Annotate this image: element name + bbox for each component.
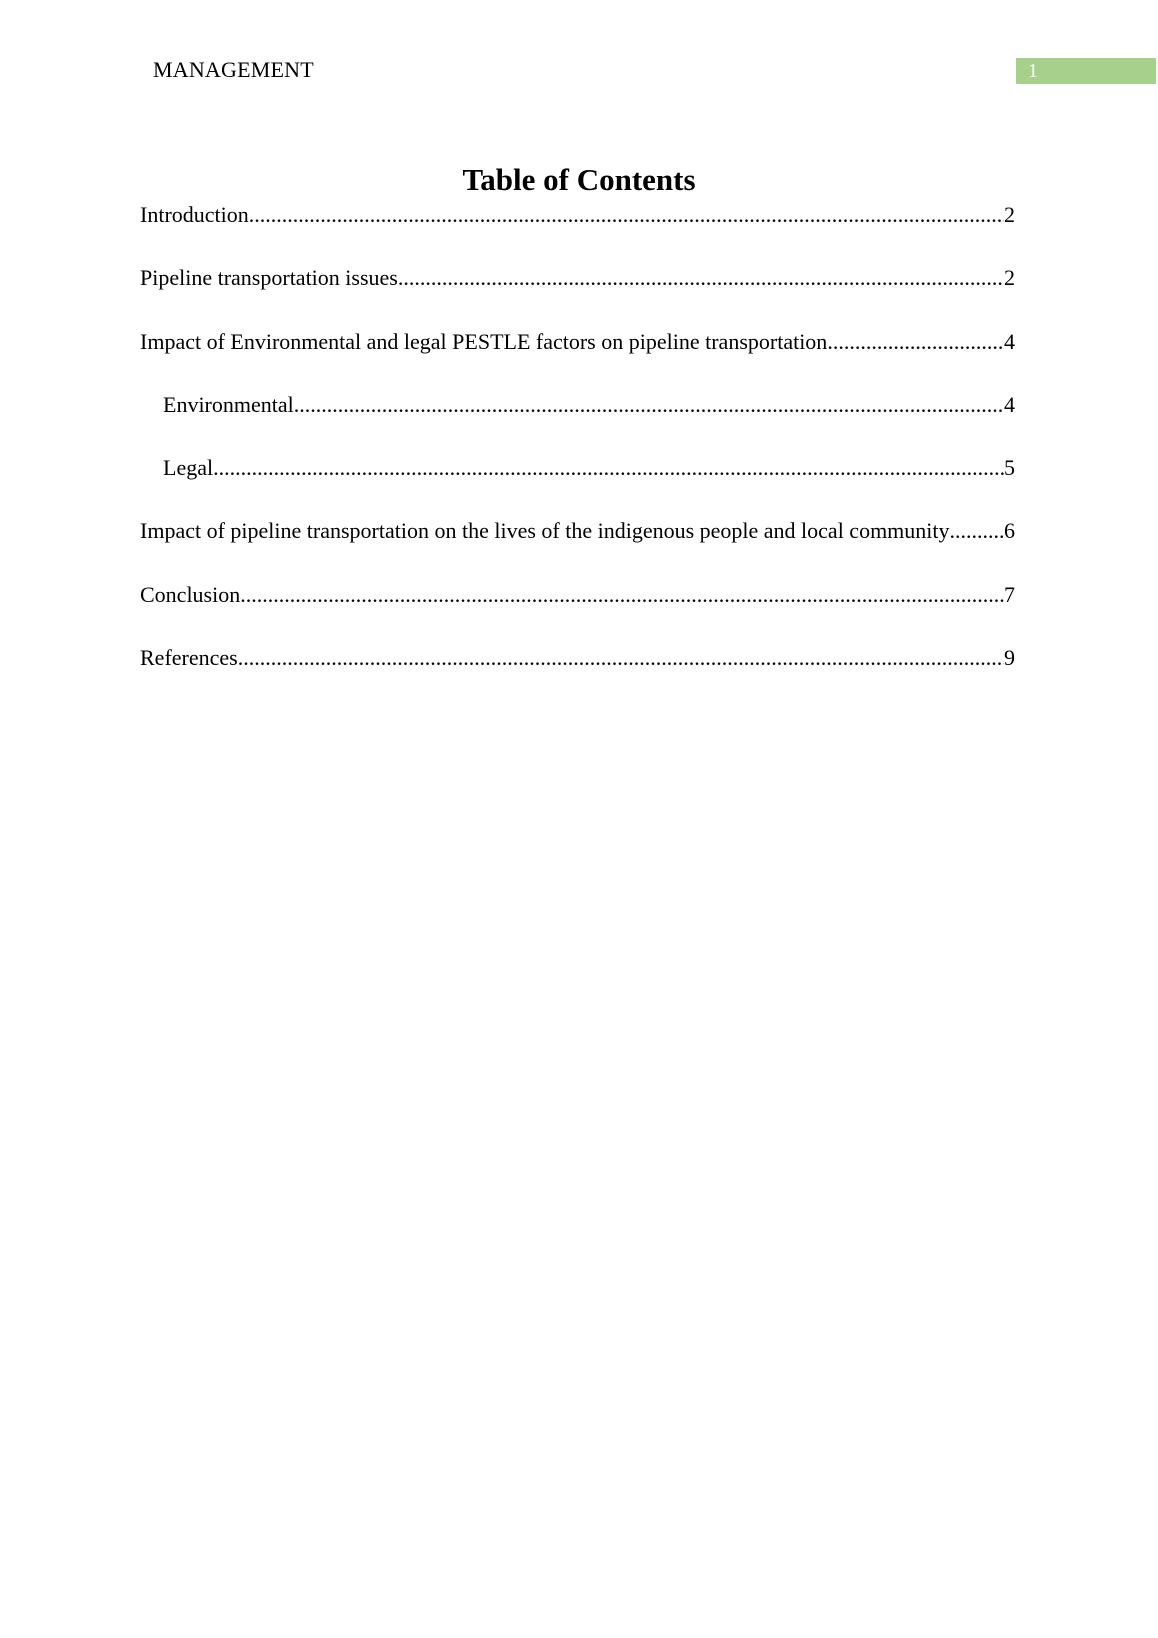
toc-entry-references[interactable] xyxy=(140,641,1015,704)
toc-dot-leader xyxy=(398,261,1004,295)
toc-entry-conclusion[interactable] xyxy=(140,578,1015,641)
toc-entry-page: 9 xyxy=(1004,645,1015,671)
toc-entry-page: 7 xyxy=(1004,581,1015,607)
toc-list xyxy=(140,198,1015,704)
toc-entry-page: 5 xyxy=(1004,455,1015,481)
toc-entry-label: Introduction xyxy=(140,202,249,227)
toc-entry-label: Conclusion xyxy=(140,581,241,607)
toc-entry-environmental[interactable] xyxy=(140,388,1015,451)
toc-entry-page: 6 xyxy=(1004,518,1015,544)
toc-entry-page: 2 xyxy=(1004,265,1015,291)
toc-dot-leader xyxy=(249,198,1004,232)
toc-dot-leader xyxy=(294,388,1004,422)
toc-entry-page: 2 xyxy=(1004,202,1015,227)
toc-entry-page: 4 xyxy=(1004,391,1015,417)
toc-entry-legal[interactable] xyxy=(140,451,1015,514)
toc-dot-leader xyxy=(213,451,1004,485)
toc-dot-leader xyxy=(240,578,1004,612)
page-number-badge xyxy=(1016,58,1156,84)
toc-heading: Table of Contents xyxy=(462,162,696,197)
toc-entry-label: Impact of Environmental and legal PESTLE factors on pipeline transportation xyxy=(140,328,828,354)
toc-entry-introduction[interactable] xyxy=(140,198,1015,261)
toc-dot-leader xyxy=(950,514,1004,548)
toc-entry-label: Legal xyxy=(163,455,214,481)
toc-dot-leader xyxy=(238,641,1004,675)
toc-entry-indigenous-impact[interactable] xyxy=(140,514,1015,577)
toc-entry-pipeline-issues[interactable] xyxy=(140,261,1015,324)
toc-entry-label: Pipeline transportation issues xyxy=(140,265,398,291)
running-header-title: MANAGEMENT xyxy=(153,57,314,82)
toc-entry-label: Impact of pipeline transportation on the lives of the indigenous people and local community xyxy=(140,518,950,544)
toc-entry-page: 4 xyxy=(1004,328,1015,354)
toc-entry-pestle-impact[interactable] xyxy=(140,325,1015,388)
page-number: 1 xyxy=(1028,60,1038,82)
toc-dot-leader xyxy=(827,325,1004,359)
toc-entry-label: References xyxy=(140,645,238,671)
toc-entry-label: Environmental xyxy=(163,391,294,417)
